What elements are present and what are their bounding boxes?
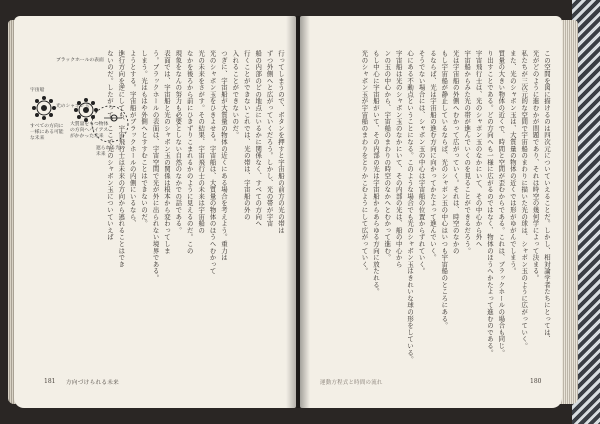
text-line: ようとする。宇宙船がブラックホールの内側にいるなら、 (128, 50, 137, 227)
text-line: 宇宙船からみた光の帯が進んでいくのを見ることができるだろう。 (463, 50, 472, 254)
text-line: う。ブラックホールの表面は、宇宙空間で光が外に出られない境界である。 (151, 50, 160, 282)
label-massive-bias: 大質量をもつ物体の方向へバイアスがかかった未来 (70, 122, 109, 139)
text-line: 光の未来をさがす。その結果、宇宙飛行士の未来は宇宙船の (197, 50, 206, 234)
text-line: しまう。光はもはや外側へとすすむことはできないのだ。 (140, 50, 149, 227)
label-shabon: 光のシャボン玉 (56, 104, 90, 109)
right-page-edges (560, 20, 578, 404)
text-line: 質量の大きい物体の近くで、時間と空間が歪むからである。これは、ブラックホールの場合も同じ。 (497, 50, 506, 356)
text-line: 入れることができないのだ。 (231, 50, 240, 139)
right-running-title: 運動方程式と時間の流れ (320, 380, 383, 386)
text-line: ンの玉の中心から、宇宙船のまわりの時空のなかへとむかって進む。 (383, 50, 392, 261)
label-blackhole: ブラックホールの表面 (56, 58, 104, 63)
right-page (300, 16, 562, 408)
text-line: そうでない場合には、シャボン玉の中心は宇宙船の位置からずれていく。 (417, 50, 426, 275)
text-line: この空間を図に描けるのは四次元についていえることだ。しかし、相対論学者たちにとっては、 (543, 50, 551, 343)
text-line: ないのだ。したがって、ここで光のシャボン玉についていえば (105, 50, 114, 241)
text-line: 光のシャボン玉をひきよせる。宇宙船は、大質量の物体のほうへむかって (208, 50, 217, 275)
text-line: また、光のシャボン玉は、大質量の物体の近くでは形がゆがんでしまう。 (508, 50, 517, 275)
text-line: 現象をなんの努力も必要としない自然のなかでの話である。 (174, 50, 183, 234)
left-page (14, 16, 296, 408)
label-all-directions: すべての方向に一様にある可能な未来 (30, 124, 64, 141)
right-page-number: 180 (530, 378, 542, 385)
text-line: もし宇宙船が静止しているならば、光のシャボン玉の中心はいつも宇宙船のところにある。 (440, 50, 449, 329)
right-body-text (320, 50, 552, 363)
text-line: ずつ外側へと広がっていくだろう。しかし、光の帯が宇宙 (265, 50, 274, 227)
text-line: 光がどのように進むかが問題であり、それは時空の幾何学によって決まる。 (531, 50, 540, 282)
text-line: 行くことができないこれでは、光の帯は、宇宙船の外の (242, 50, 251, 220)
text-line: 船の内部のどの地点にいるかに関係なく、すべての方向へ (254, 50, 263, 227)
left-running-title: 方向づけられる未来 (66, 380, 120, 386)
book-spread (8, 6, 578, 416)
text-line: なかを後ろから前にひきずりこまれるかのように見えるのだ。この (185, 50, 194, 254)
text-line: るならば、光は宇宙船の進む方向に向かってかたよって進んでいく。 (428, 50, 437, 261)
text-line: もし中心に宇宙船がいて、その内部の光は宇宙船からあらゆる方向に放たれる。 (371, 50, 380, 295)
text-line: 表面では、宇宙船と光のシャボン玉の関係は根本から変わってしま (162, 50, 171, 254)
biased-light-bubble-icon (74, 98, 98, 122)
label-ship: 宇宙船 (30, 88, 45, 93)
text-line: 心にある不動点ということになる。このような場合でも光のシャボン玉はきれいな球の形をしている。 (406, 50, 415, 363)
text-line: 進行方向を逆にしても、宇宙飛行士は未来の方向から逃れることはでき (117, 50, 126, 268)
text-line: 光のシャボン玉が宇宙船のまわりをとりかこむようにして広がっていく。 (360, 50, 369, 275)
text-line: り出すことである。どの方向へも一様に広がるのではなく、物体のほうへかたよって進むのである。 (485, 50, 494, 356)
text-line: つぎに、宇宙船が大質量の物体の近くにある場合を考えよう。重力は (219, 50, 228, 261)
text-line: 宇宙飛行士は、光のシャボン玉のなかにいて、その中心から外へ (474, 50, 483, 248)
label-trapped-light: 遮られる光の未来 (96, 146, 125, 157)
text-line: 光は宇宙船の外側へむかって広がっていく。それは、時空のなかの (451, 50, 460, 254)
text-line: 宇宙船は光のシャボン玉のなかにいて、その内部の光は、船の中心から (394, 50, 403, 268)
text-line: 行ってしまうので、ボタンを押すと宇宙船の前方の光の帯は (277, 50, 285, 234)
left-page-number: 181 (44, 378, 56, 385)
uniform-light-bubble-icon (32, 96, 56, 120)
text-line: 私たちが三次元的な空間で宇宙船のまわりに描いた光の球は、シャボン玉のように広がっていく。 (520, 50, 529, 350)
